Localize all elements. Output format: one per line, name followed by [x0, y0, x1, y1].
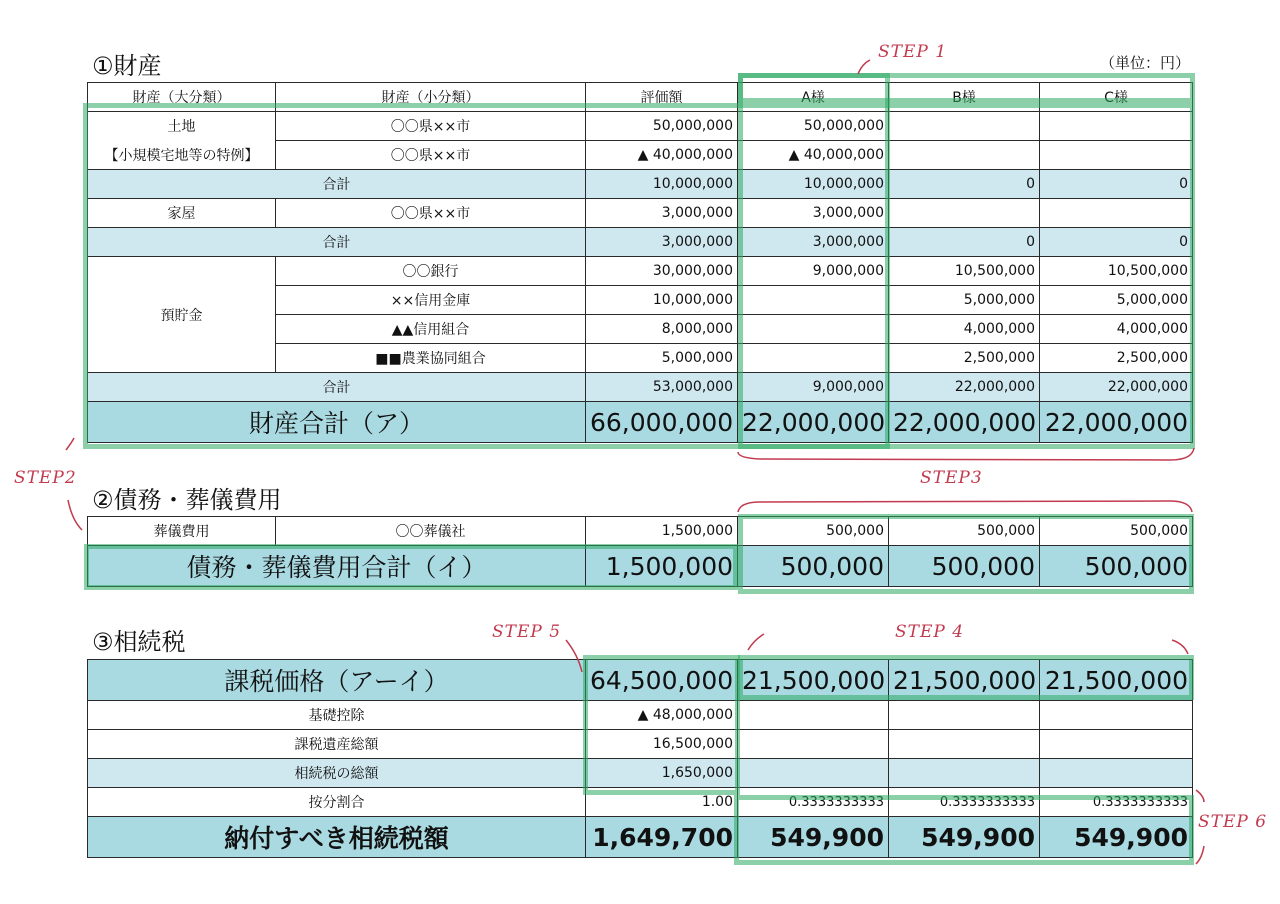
- funeral-c: 500,000: [1040, 517, 1193, 546]
- deposit-sub: ××信用金庫: [276, 286, 586, 315]
- header-b: B様: [889, 83, 1040, 112]
- total-tax-label: 相続税の総額: [88, 759, 586, 788]
- house-total-a: 3,000,000: [738, 228, 889, 257]
- taxable-estate-label: 課税遺産総額: [88, 730, 586, 759]
- ratio-c: 0.3333333333: [1040, 788, 1193, 817]
- land-total-a: 10,000,000: [738, 170, 889, 199]
- deposit-value: 8,000,000: [586, 315, 738, 344]
- taxable-b: 21,500,000: [889, 660, 1040, 701]
- header-major: 財産（大分類）: [88, 83, 276, 112]
- deposit-b: 2,500,000: [889, 344, 1040, 373]
- payable-value: 1,649,700: [586, 817, 738, 858]
- unit-label: （単位：円）: [1100, 54, 1191, 72]
- land-label: 土地: [88, 112, 276, 141]
- debts-total-a: 500,000: [738, 546, 889, 587]
- land-a: 50,000,000: [738, 112, 889, 141]
- step5-annotation: STEP 5: [492, 622, 562, 642]
- header-value: 評価額: [586, 83, 738, 112]
- deposit-c: 5,000,000: [1040, 286, 1193, 315]
- house-value: 3,000,000: [586, 199, 738, 228]
- house-total-value: 3,000,000: [586, 228, 738, 257]
- house-sub: 〇〇県××市: [276, 199, 586, 228]
- grand-total-c: 22,000,000: [1040, 402, 1193, 443]
- land-value: 50,000,000: [586, 112, 738, 141]
- header-minor: 財産（小分類）: [276, 83, 586, 112]
- land-total-c: 0: [1040, 170, 1193, 199]
- deposit-sub: ▲▲信用組合: [276, 315, 586, 344]
- step1-annotation: STEP 1: [878, 42, 948, 62]
- deposit-c: 4,000,000: [1040, 315, 1193, 344]
- section1-title: ①財産: [92, 52, 162, 80]
- deposit-b: 10,500,000: [889, 257, 1040, 286]
- house-label: 家屋: [88, 199, 276, 228]
- deposit-total-b: 22,000,000: [889, 373, 1040, 402]
- land-sub: 〇〇県××市: [276, 112, 586, 141]
- deposit-sub: 〇〇銀行: [276, 257, 586, 286]
- step4-annotation: STEP 4: [895, 622, 965, 642]
- house-a: 3,000,000: [738, 199, 889, 228]
- grand-total-a: 22,000,000: [738, 402, 889, 443]
- debts-total-value: 1,500,000: [586, 546, 738, 587]
- special-value: ▲ 40,000,000: [586, 141, 738, 170]
- house-total-b: 0: [889, 228, 1040, 257]
- deposit-b: 5,000,000: [889, 286, 1040, 315]
- deposit-label: 預貯金: [88, 257, 276, 373]
- basic-deduction-label: 基礎控除: [88, 701, 586, 730]
- deposit-value: 10,000,000: [586, 286, 738, 315]
- ratio-value: 1.00: [586, 788, 738, 817]
- special-sub: 〇〇県××市: [276, 141, 586, 170]
- step2-annotation: STEP2: [14, 468, 77, 488]
- funeral-value: 1,500,000: [586, 517, 738, 546]
- deposit-sub: ■■農業協同組合: [276, 344, 586, 373]
- land-total-b: 0: [889, 170, 1040, 199]
- taxable-label: 課税価格（アーイ）: [88, 660, 586, 701]
- ratio-b: 0.3333333333: [889, 788, 1040, 817]
- deposit-c: 2,500,000: [1040, 344, 1193, 373]
- taxable-a: 21,500,000: [738, 660, 889, 701]
- deposit-b: 4,000,000: [889, 315, 1040, 344]
- section3-title: ③相続税: [92, 628, 186, 656]
- funeral-label: 葬儀費用: [88, 517, 276, 546]
- total-tax-value: 1,650,000: [586, 759, 738, 788]
- step6-annotation: STEP 6: [1198, 812, 1268, 832]
- payable-b: 549,900: [889, 817, 1040, 858]
- deposit-value: 5,000,000: [586, 344, 738, 373]
- payable-a: 549,900: [738, 817, 889, 858]
- taxable-value: 64,500,000: [586, 660, 738, 701]
- payable-label: 納付すべき相続税額: [88, 817, 586, 858]
- payable-c: 549,900: [1040, 817, 1193, 858]
- basic-deduction-value: ▲ 48,000,000: [586, 701, 738, 730]
- debts-total-b: 500,000: [889, 546, 1040, 587]
- section2-title: ②債務・葬儀費用: [92, 486, 282, 514]
- special-a: ▲ 40,000,000: [738, 141, 889, 170]
- taxable-estate-value: 16,500,000: [586, 730, 738, 759]
- header-c: C様: [1040, 83, 1193, 112]
- special-label: 【小規模宅地等の特例】: [88, 141, 276, 170]
- deposit-total-a: 9,000,000: [738, 373, 889, 402]
- house-total-label: 合計: [88, 228, 586, 257]
- deposit-value: 30,000,000: [586, 257, 738, 286]
- land-total-value: 10,000,000: [586, 170, 738, 199]
- grand-total-b: 22,000,000: [889, 402, 1040, 443]
- header-a: A様: [738, 83, 889, 112]
- debts-total-label: 債務・葬儀費用合計（イ）: [88, 546, 586, 587]
- funeral-sub: 〇〇葬儀社: [276, 517, 586, 546]
- deposit-total-c: 22,000,000: [1040, 373, 1193, 402]
- grand-total-label: 財産合計（ア）: [88, 402, 586, 443]
- ratio-a: 0.3333333333: [738, 788, 889, 817]
- house-total-c: 0: [1040, 228, 1193, 257]
- deposit-total-value: 53,000,000: [586, 373, 738, 402]
- deposit-total-label: 合計: [88, 373, 586, 402]
- funeral-a: 500,000: [738, 517, 889, 546]
- deposit-c: 10,500,000: [1040, 257, 1193, 286]
- debts-total-c: 500,000: [1040, 546, 1193, 587]
- taxable-c: 21,500,000: [1040, 660, 1193, 701]
- ratio-label: 按分割合: [88, 788, 586, 817]
- deposit-a: 9,000,000: [738, 257, 889, 286]
- grand-total-value: 66,000,000: [586, 402, 738, 443]
- step3-annotation: STEP3: [920, 468, 983, 488]
- land-total-label: 合計: [88, 170, 586, 199]
- funeral-b: 500,000: [889, 517, 1040, 546]
